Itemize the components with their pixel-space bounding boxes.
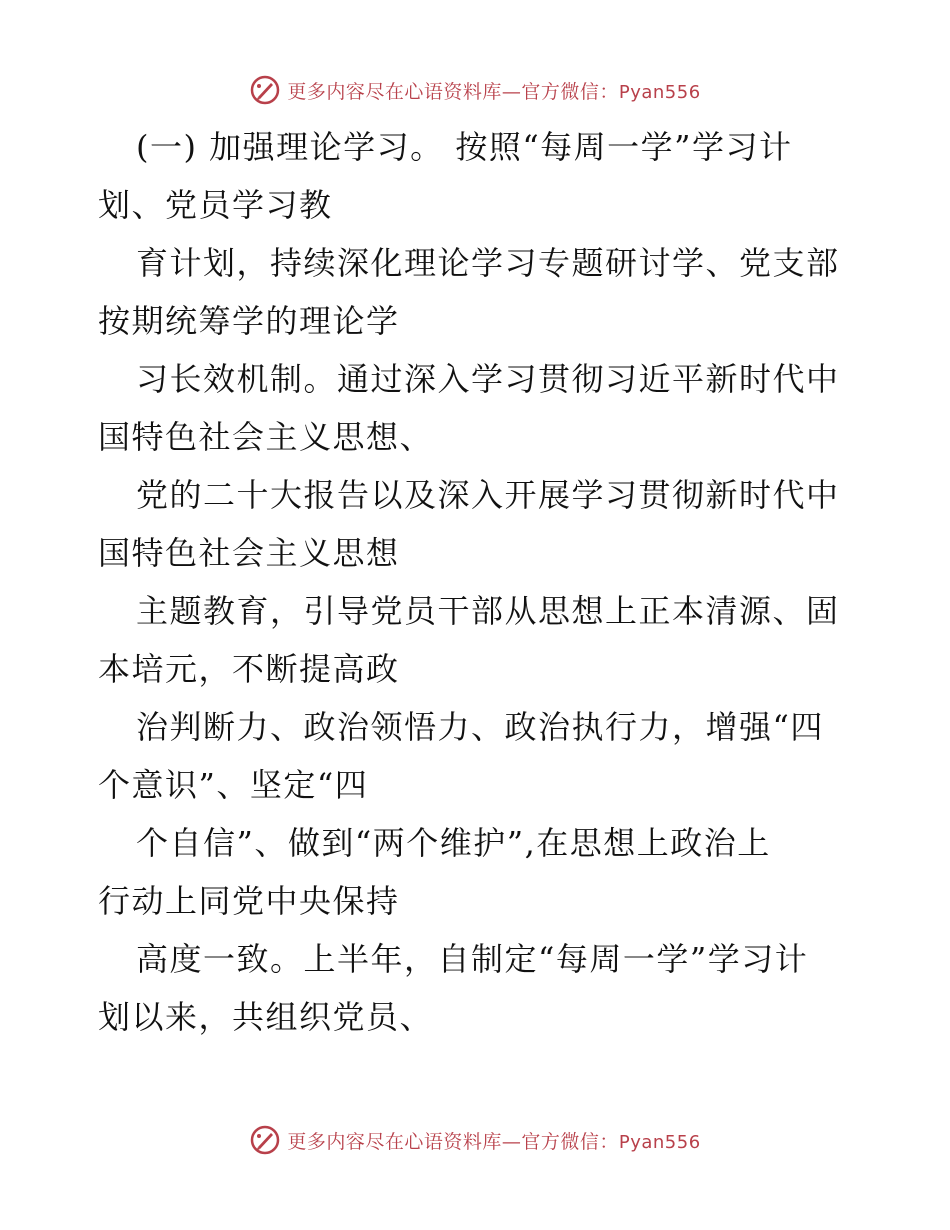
footer-wechat-label: 官方微信： [521, 1130, 619, 1153]
footer-banner [0, 1120, 950, 1160]
header-banner-text [287, 77, 700, 104]
header-banner-main: 更多内容尽在心语资料库 [287, 80, 502, 103]
body-line: 国特色社会主义思想、 [98, 418, 434, 456]
footer-banner-sep: — [501, 1130, 522, 1153]
footer-banner-text [287, 1127, 700, 1154]
body-line: 习长效机制。通过深入学习贯彻习近平新时代中 [136, 360, 840, 398]
quill-pen-logo-icon [249, 1124, 281, 1156]
body-line: 行动上同党中央保持 [98, 882, 400, 920]
body-line: 育计划，持续深化理论学习专题研讨学、党支部 [136, 244, 840, 282]
quill-pen-logo-icon [249, 74, 281, 106]
body-line: 国特色社会主义思想 [98, 534, 400, 572]
header-banner [0, 70, 950, 110]
body-line: 划以来，共组织党员、 [98, 998, 434, 1036]
header-banner-sep: — [501, 80, 522, 103]
document-body [98, 118, 858, 1046]
body-line: 个自信”、做到“两个维护”,在思想上政治上 [136, 824, 771, 862]
body-line: 党的二十大报告以及深入开展学习贯彻新时代中 [136, 476, 840, 514]
body-line: 个意识”、坚定“四 [98, 766, 369, 804]
body-line: 治判断力、政治领悟力、政治执行力，增强“四 [136, 708, 824, 746]
header-wechat-id: Pyan556 [618, 81, 701, 103]
footer-wechat-id: Pyan556 [618, 1131, 701, 1153]
body-line: 主题教育，引导党员干部从思想上正本清源、固 [136, 592, 840, 630]
body-line: 本培元，不断提高政 [98, 650, 400, 688]
body-line: 划、党员学习教 [98, 186, 333, 224]
body-line: 按期统筹学的理论学 [98, 302, 400, 340]
body-line: (一) 加强理论学习。 按照“每周一学”学习计 [136, 128, 793, 166]
footer-banner-main: 更多内容尽在心语资料库 [287, 1130, 502, 1153]
body-line: 高度一致。上半年，自制定“每周一学”学习计 [136, 940, 809, 978]
header-wechat-label: 官方微信： [521, 80, 619, 103]
